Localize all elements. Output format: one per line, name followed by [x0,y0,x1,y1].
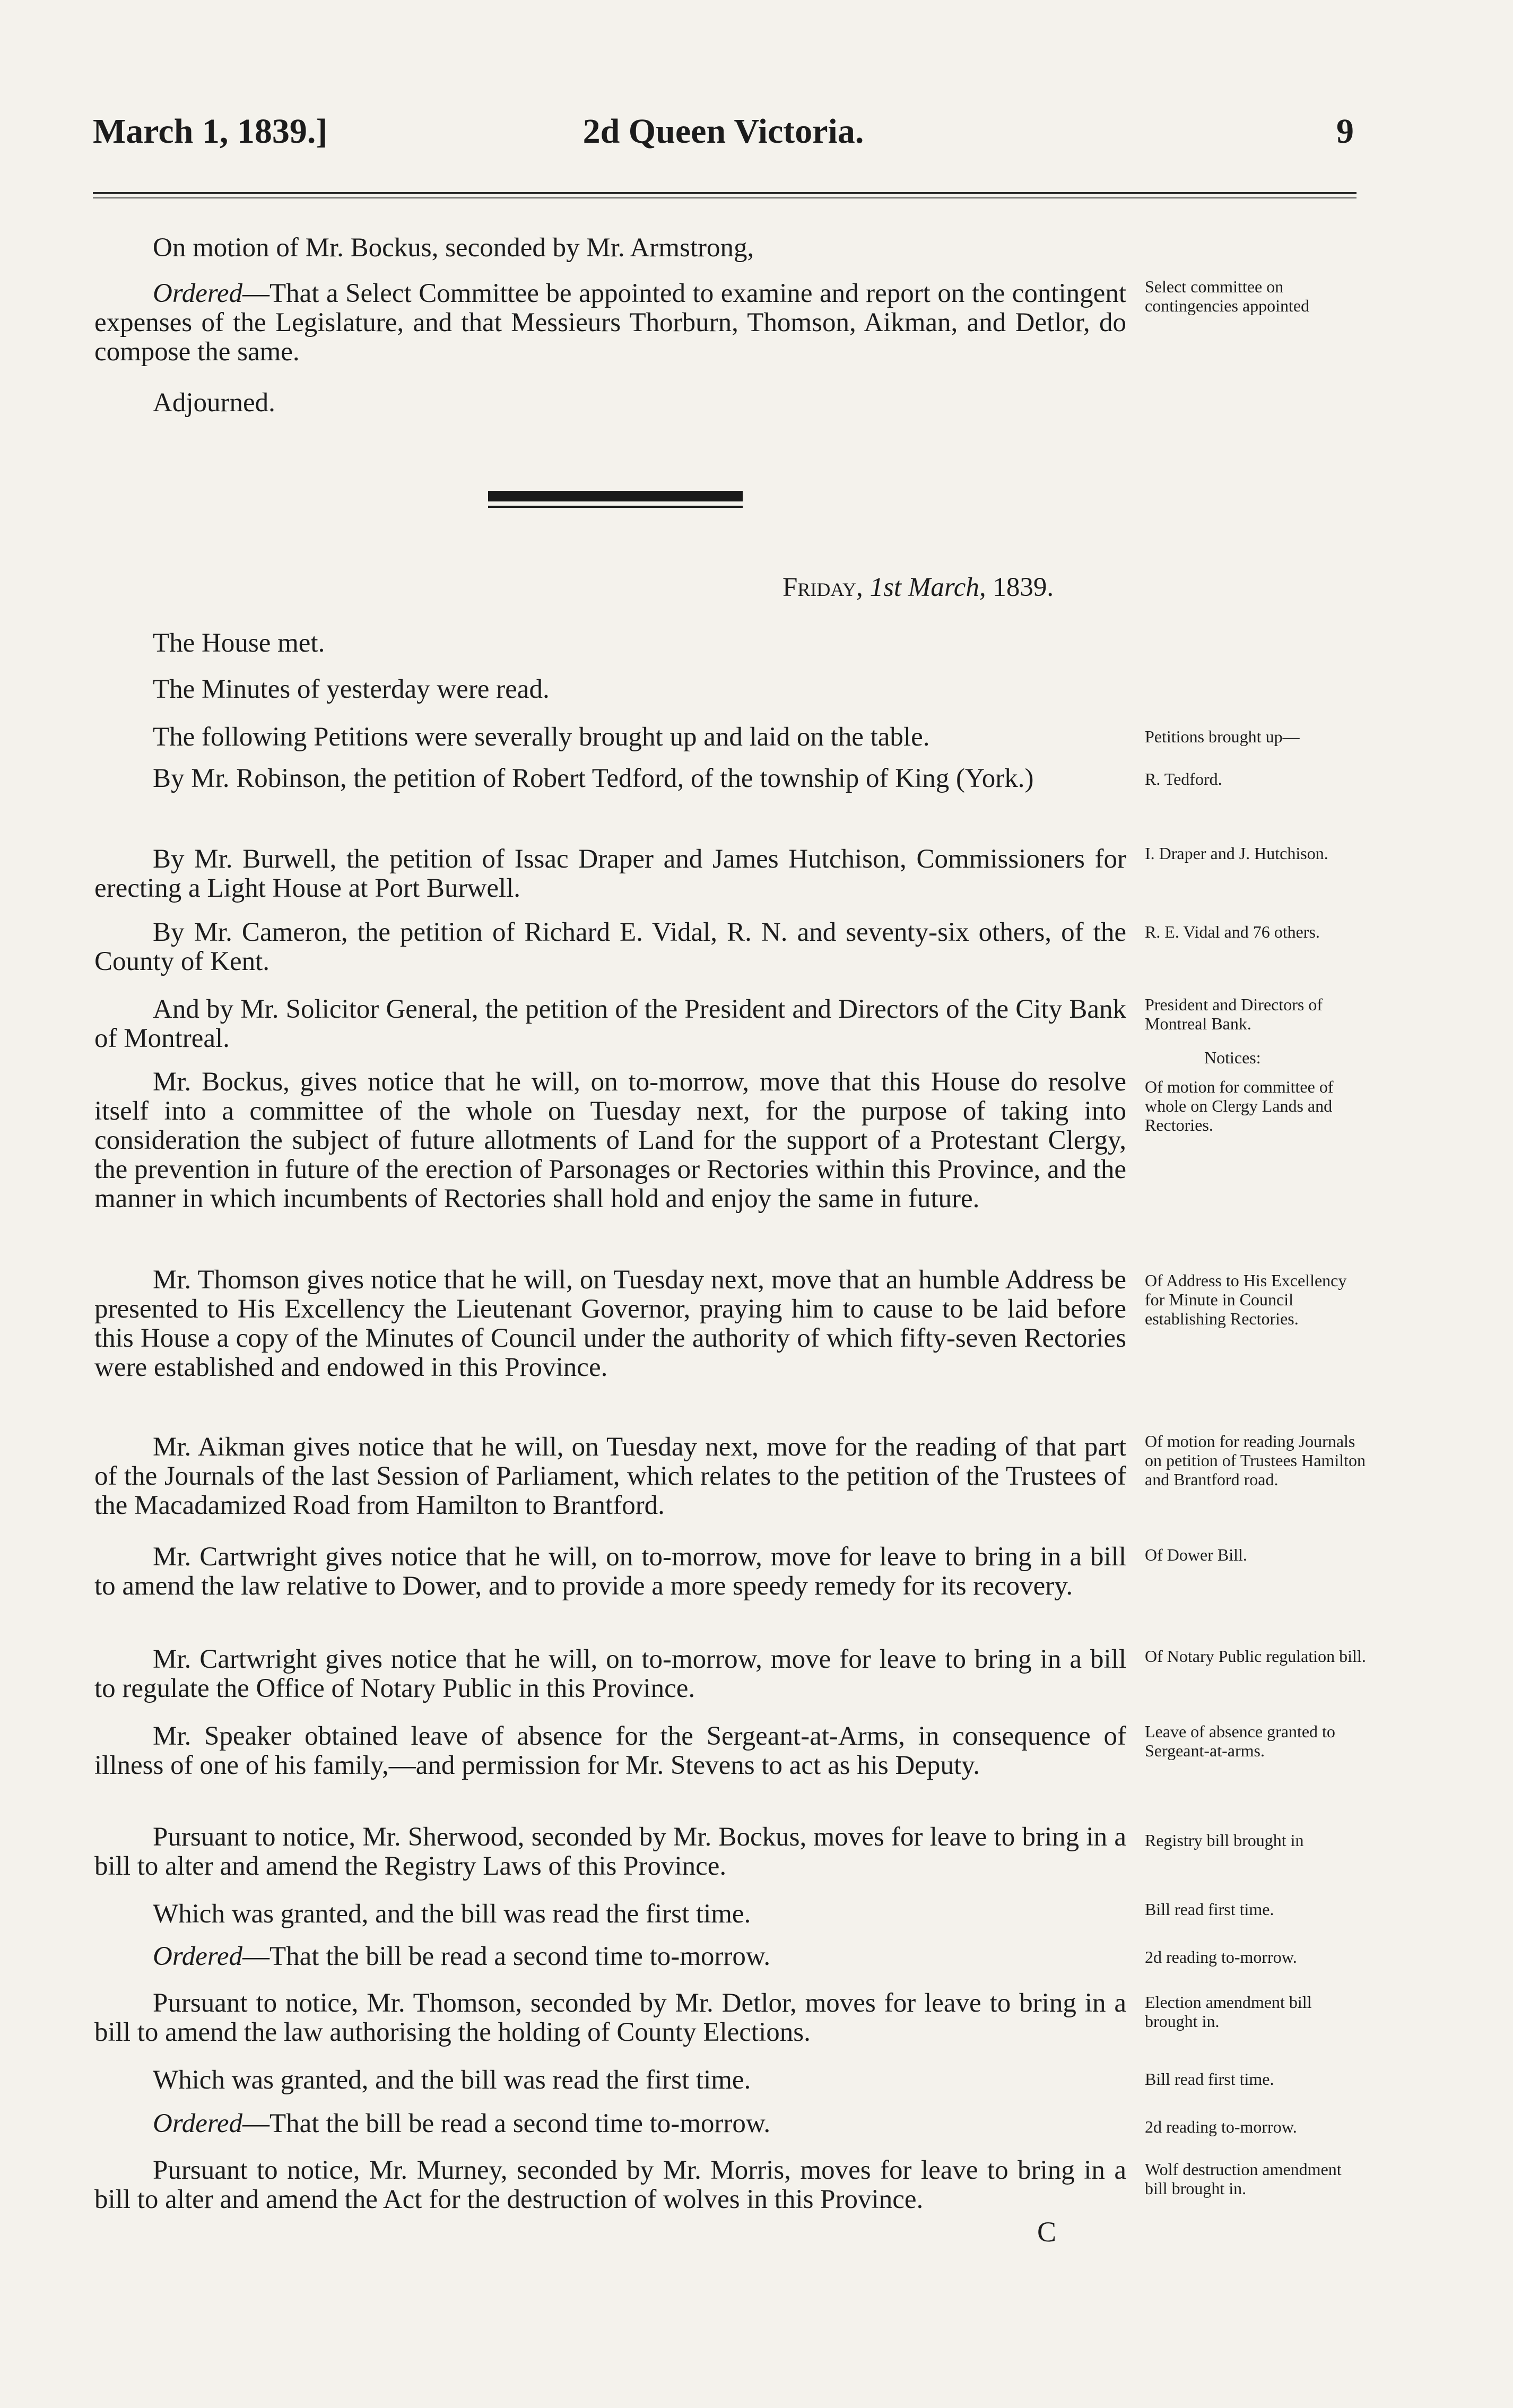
sidenote: Of Dower Bill. [1145,1545,1247,1564]
sidenote: Of Notary Public regulation bill. [1145,1647,1366,1666]
sidenote: R. Tedford. [1145,769,1222,789]
paragraph: Pursuant to notice, Mr. Thomson, seconded by Mr. Detlor, moves for leave to bring in a bill to amend the law authorising the holding of County Elections. [94,1988,1126,2047]
dateline: Friday, 1st March, 1839. [782,573,1054,602]
sidenote: R. E. Vidal and 76 others. [1145,922,1320,941]
paragraph: Mr. Cartwright gives notice that he will, on to-morrow, move for leave to bring in a bill to regulate the Office of Notary Public in this Province. [94,1644,1126,1703]
paragraph: By Mr. Robinson, the petition of Robert Tedford, of the township of King (York.) [153,764,1034,793]
paragraph: Pursuant to notice, Mr. Murney, seconded by Mr. Morris, moves for leave to bring in a bill to alter and amend the Act for the destruction of wolves in this Province. [94,2155,1126,2214]
paragraph: Mr. Bockus, gives notice that he will, on to-morrow, move that this House do resolve itself into a committee of the whole on Tuesday next, for the purpose of taking into consideration the subject of future allotments of Land for the support of a Protestant Clergy, the prevention in future of the erection of Parsonages or Rectories within this Province, and the manner in which incumbents of Rectories shall hold and enjoy the same in future. [94,1067,1126,1214]
paragraph: Ordered—That a Select Committee be appointed to examine and report on the contingent expenses of the Legislature, and that Messieurs Thorburn, Thomson, Aikman, and Detlor, do compose the same. [94,279,1126,367]
sidenote: Notices: [1204,1048,1261,1067]
paragraph: By Mr. Burwell, the petition of Issac Draper and James Hutchison, Commissioners for erecting a Light House at Port Burwell. [94,844,1126,903]
paragraph: The following Petitions were severally brought up and laid on the table. [153,722,930,752]
section-divider [488,491,743,501]
sidenote: Leave of absence granted to Sergeant-at-arms. [1145,1722,1335,1760]
sidenote: 2d reading to-morrow. [1145,1947,1297,1967]
sidenote: President and Directors of Montreal Bank. [1145,995,1323,1033]
paragraph: Ordered—That the bill be read a second time to-morrow. [153,1942,771,1971]
sidenote: Bill read first time. [1145,2069,1274,2089]
sidenote: I. Draper and J. Hutchison. [1145,844,1328,863]
paragraph: Which was granted, and the bill was read the first time. [153,2065,751,2095]
paragraph: Ordered—That the bill be read a second time to-morrow. [153,2109,771,2138]
paragraph: And by Mr. Solicitor General, the petition of the President and Directors of the City Bank of Montreal. [94,994,1126,1053]
section-divider-thin [488,506,743,508]
sidenote: Registry bill brought in [1145,1831,1304,1850]
paragraph: Mr. Cartwright gives notice that he will, on to-morrow, move for leave to bring in a bill to amend the law relative to Dower, and to provide a more speedy remedy for its recovery. [94,1542,1126,1601]
paragraph: Adjourned. [153,388,275,418]
header-date: March 1, 1839.] [93,112,328,151]
sidenote: Of Address to His Excellency for Minute in Council establishing Rectories. [1145,1271,1347,1328]
paragraph: On motion of Mr. Bockus, seconded by Mr. Armstrong, [153,233,754,263]
sidenote: 2d reading to-morrow. [1145,2117,1297,2136]
header-rule [93,192,1357,194]
sidenote: Bill read first time. [1145,1900,1274,1919]
sidenote: Of motion for reading Journals on petition of Trustees Hamilton and Brantford road. [1145,1432,1366,1489]
sidenote: Select committee on contingencies appointed [1145,277,1310,315]
header-regnal-year: 2d Queen Victoria. [582,112,864,151]
paragraph: Mr. Aikman gives notice that he will, on Tuesday next, move for the reading of that part of the Journals of the last Session of Parliament, which relates to the petition of the Trustees of the Macadamized Road from Hamilton to Brantford. [94,1432,1126,1520]
sidenote: Election amendment bill brought in. [1145,1993,1312,2031]
paragraph: The House met. [153,628,325,658]
running-header [93,111,1354,159]
paragraph: The Minutes of yesterday were read. [153,674,550,704]
paragraph: Mr. Thomson gives notice that he will, on Tuesday next, move that an humble Address be presented to His Excellency the Lieutenant Governor, praying him to cause to be laid before this House a copy of the Minutes of Council under the authority of which fifty-seven Rectories were established and endowed in this Province. [94,1265,1126,1382]
page-number: 9 [1336,112,1354,151]
paragraph: Mr. Speaker obtained leave of absence for the Sergeant-at-Arms, in consequence of illness of one of his family,—and permission for Mr. Stevens to act as his Deputy. [94,1721,1126,1780]
header-rule-thin [93,197,1357,198]
sidenote: Petitions brought up— [1145,727,1300,746]
paragraph: Which was granted, and the bill was read the first time. [153,1899,751,1929]
paragraph: Pursuant to notice, Mr. Sherwood, seconded by Mr. Bockus, moves for leave to bring in a bill to alter and amend the Registry Laws of this Province. [94,1822,1126,1881]
sidenote: Of motion for committee of whole on Clergy Lands and Rectories. [1145,1077,1334,1134]
signature-mark: C [1037,2216,1057,2248]
paragraph: By Mr. Cameron, the petition of Richard E. Vidal, R. N. and seventy-six others, of the County of Kent. [94,917,1126,976]
sidenote: Wolf destruction amendment bill brought in. [1145,2160,1342,2198]
